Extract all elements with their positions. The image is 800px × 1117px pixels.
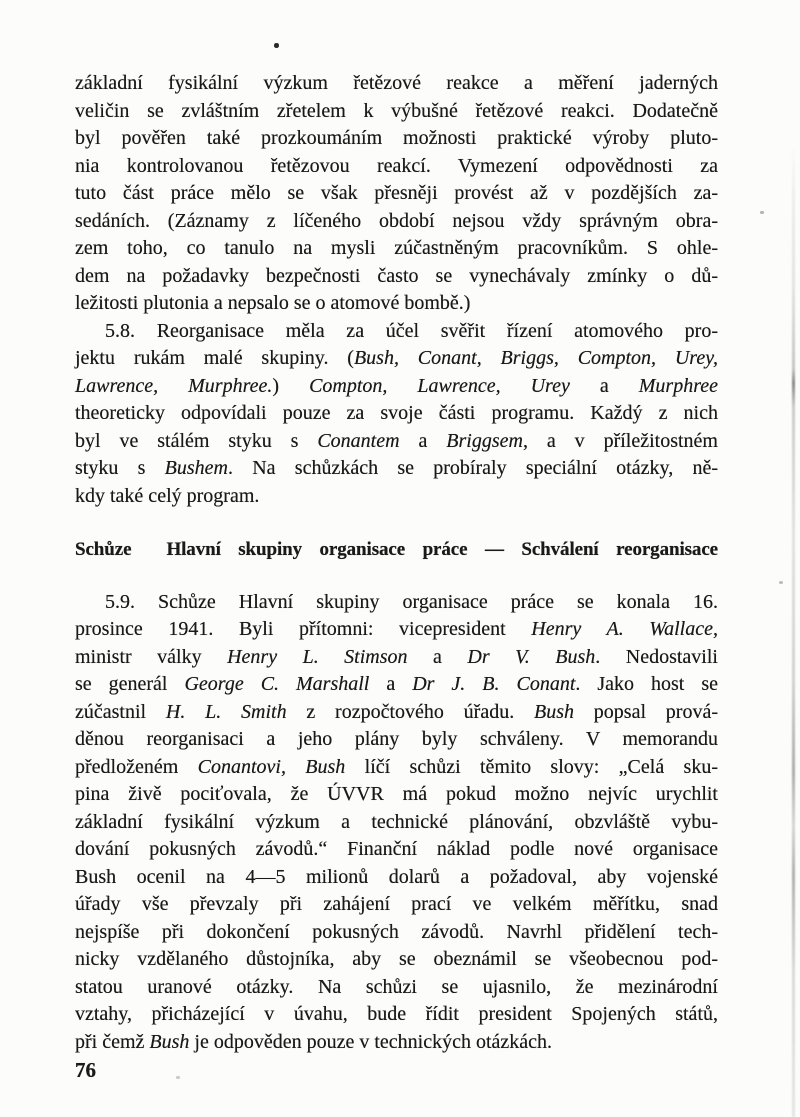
text-segment: základní fysikální výzkum a technické plánování, obzvláště vybu- [75,810,718,833]
italic-text-segment: Henry A. Wallace, [531,618,718,640]
text-line [75,125,718,153]
text-segment: vztahy, přicházející v úvahu, bude řídit president Spojených států, [75,1003,718,1025]
text-segment: tuto část práce mělo se však přesněji provést až v pozdějších za- [75,182,718,204]
text-line [75,836,718,864]
text-segment: základní fysikální výzkum řetězové reakce a měření jaderných [75,72,718,94]
text-segment: . Na schůzkách se probíraly speciální otázky, ně- [227,457,718,479]
text-line [75,455,718,483]
italic-text-segment: Lawrence, Murphree. [75,374,273,397]
italic-text-segment: Conantem [317,429,400,452]
italic-text-segment: Briggsem [446,429,523,452]
text-segment: dování pokusných závodů.“ Finanční náklad podle nové organisace [75,838,718,860]
text-segment: sedáních. (Záznamy z líčeného období nejsou vždy správným obra- [75,209,718,232]
document-body [75,70,718,1056]
section-heading: Schůze Hlavní skupiny organisace práce — Schválení reorganisace [75,539,718,560]
text-segment: 5.8. Reorganisace měla za účel svěřit řízení atomového pro- [105,319,718,342]
text-line [75,589,718,617]
text-line [75,153,718,181]
text-line [75,644,718,672]
text-line [75,483,718,511]
text-segment: ) [272,374,310,397]
text-segment: . Jako host se [575,673,718,695]
text-line [75,400,718,428]
page-number: 76 [75,1058,96,1082]
text-line [75,263,718,291]
text-segment: pina živě pociťovala, že ÚVVR má pokud možno nejvíc urychlit [75,783,718,805]
paragraph [75,318,718,511]
italic-text-segment: George C. Marshall [184,673,370,695]
text-line [75,1001,718,1029]
text-segment: úřady vše převzaly při zahájení prací ve velkém měřítku, snad [75,893,718,915]
text-segment: předloženém [75,755,198,778]
text-line [75,726,718,754]
italic-text-segment: Bush [534,700,574,723]
text-line [75,809,718,837]
text-line [75,671,718,699]
text-line [75,235,718,263]
text-segment: byl ve stálém styku s [75,429,318,452]
text-line [75,180,718,208]
text-segment: a [369,673,413,695]
text-line [75,1029,718,1057]
text-segment: veličin se zvláštním zřetelem k výbušné řetězové reakci. Dodatečně [75,99,718,122]
italic-text-segment: Conantovi, Bush [197,755,346,778]
text-line [75,373,718,401]
text-line [75,754,718,782]
text-line [75,864,718,892]
text-line [75,290,718,318]
text-segment: a [399,429,447,452]
text-segment: zúčastnil [75,700,166,723]
text-segment: se generál [75,673,185,695]
italic-text-segment: Bushem [164,457,228,479]
text-line [75,428,718,456]
text-line [75,699,718,727]
scan-speck [176,1076,180,1079]
text-line [75,616,718,644]
text-segment: Bush ocenil na 4—5 milionů dolarů a požadoval, aby vojenské [75,865,718,888]
text-segment: , a v příležitostném [522,429,718,452]
text-segment: theoreticky odpovídali pouze za svoje části programu. Každý z nich [75,402,718,424]
text-segment: statou uranové otázky. Na schůzi se ujasnilo, že mezinárodní [75,975,718,998]
text-line [75,98,718,126]
text-segment: ležitosti plutonia a nepsalo se o atomové bombě.) [75,292,471,314]
scan-speck [760,211,764,214]
text-line [75,318,718,346]
text-line [75,919,718,947]
text-line [75,345,718,373]
text-segment: byl pověřen také prozkoumáním možnosti praktické výroby pluto- [75,127,718,149]
text-segment: při čemž [75,1030,150,1053]
italic-text-segment: Bush, Conant, Briggs, Compton, Urey, [353,347,718,369]
text-segment: ministr války [75,645,228,668]
text-line [75,946,718,974]
text-segment: jektu rukám malé skupiny. ( [75,347,354,369]
italic-text-segment: H. L. Smith [165,700,287,723]
italic-text-segment: Henry L. Stimson [227,645,408,668]
italic-text-segment: Dr J. B. Conant [412,673,576,695]
text-segment: a [407,645,468,668]
text-segment: . Nedostavili [595,645,718,668]
text-segment: je odpověden pouze v technických otázkách. [189,1030,553,1053]
scan-speck [779,581,783,584]
text-line [75,70,718,98]
text-segment: a [569,374,639,397]
text-segment: nejspíše při dokončení pokusných závodů. Navrhl přidělení tech- [75,920,718,943]
text-segment: zem toho, co tanulo na mysli zúčastněným pracovníkům. S ohle- [75,237,718,259]
italic-text-segment: Bush [149,1030,190,1053]
scan-speck [274,43,279,48]
text-segment: líčí schůzi těmito slovy: „Celá sku- [345,755,718,778]
text-segment: 5.9. Schůze Hlavní skupiny organisace práce se konala 16. [105,590,718,613]
text-segment: nia kontrolovanou řetězovou reakcí. Vymezení odpovědnosti za [75,154,718,177]
text-line [75,781,718,809]
scan-edge-shadow [792,145,795,1117]
text-segment: z rozpočtového úřadu. [286,700,534,723]
text-segment: kdy také celý program. [75,484,260,507]
paragraph [75,589,718,1057]
paragraph [75,70,718,318]
italic-text-segment: Murphree [638,374,718,397]
text-segment: dem na požadavky bezpečnosti často se vynechávaly zmínky o dů- [75,264,718,287]
text-segment: styku s [75,457,165,479]
text-line [75,208,718,236]
text-segment: nicky vzdělaného důstojníka, aby se obeznámil se všeobecnou pod- [75,948,718,970]
text-segment: popsal prová- [574,700,718,723]
italic-text-segment: Compton, Lawrence, Urey [309,374,570,397]
italic-text-segment: Dr V. Bush [467,645,596,668]
text-segment: prosince 1941. Byli přítomni: vicepresident [75,618,532,640]
text-segment: děnou reorganisaci a jeho plány byly schváleny. V memorandu [75,728,718,750]
text-line [75,974,718,1002]
text-line [75,891,718,919]
